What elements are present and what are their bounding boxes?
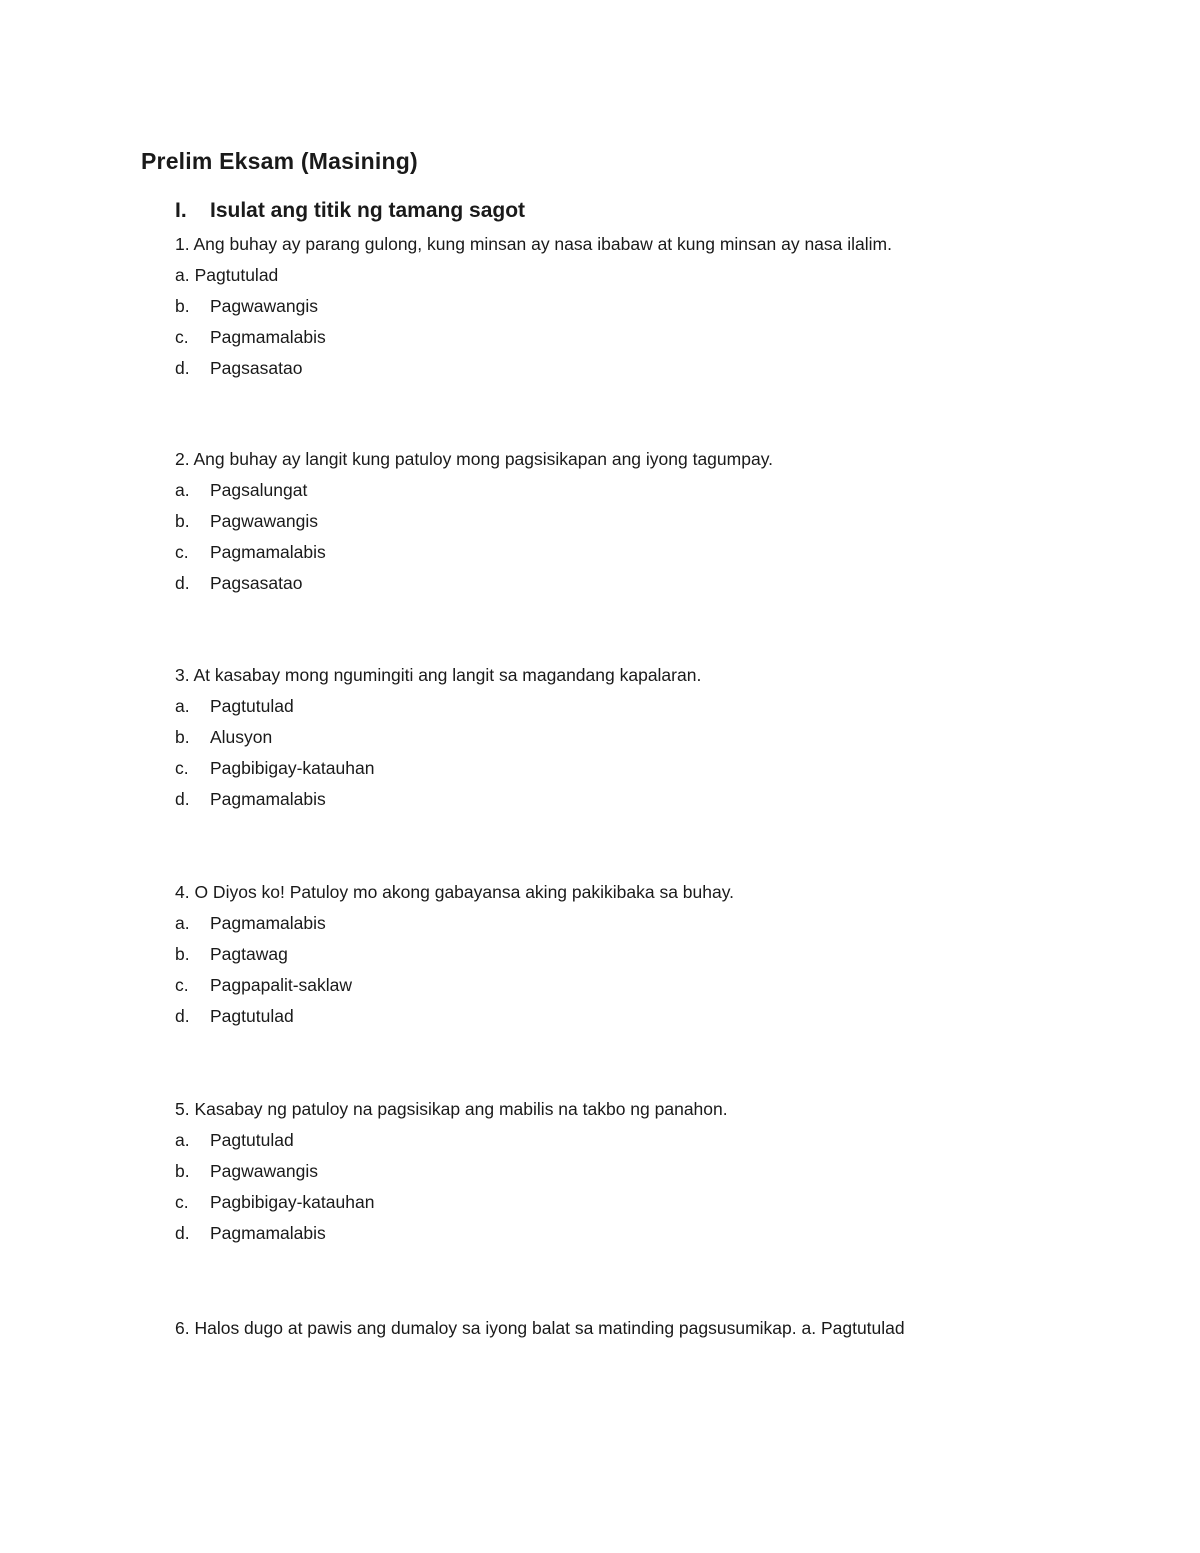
- option-text: Pagsasatao: [210, 573, 303, 593]
- option-text: Pagpapalit-saklaw: [210, 975, 353, 995]
- option-text: Pagwawangis: [210, 511, 318, 531]
- option-text: Pagtutulad: [194, 265, 279, 285]
- option-c: [175, 322, 1075, 353]
- option-text: Pagmamalabis: [210, 1223, 326, 1243]
- option-b: [175, 291, 1075, 322]
- option-letter: b.: [175, 727, 190, 747]
- question-3: [175, 660, 1075, 815]
- question-2: [175, 444, 1075, 599]
- question-stem: 4. O Diyos ko! Patuloy mo akong gabayansa aking pakikibaka sa buhay.: [175, 882, 735, 902]
- section-heading: [175, 199, 525, 223]
- option-letter: d.: [175, 789, 190, 809]
- option-text: Pagmamalabis: [210, 542, 326, 562]
- question-stem: 6. Halos dugo at pawis ang dumaloy sa iyong balat sa matinding pagsusumikap. a. Pagtutulad: [175, 1318, 905, 1338]
- option-text: Pagmamalabis: [210, 913, 326, 933]
- option-letter: c.: [175, 542, 189, 562]
- question-6: [175, 1314, 915, 1342]
- option-letter: d.: [175, 1223, 190, 1243]
- option-text: Pagtawag: [210, 944, 288, 964]
- section-heading-text: Isulat ang titik ng tamang sagot: [210, 199, 526, 222]
- option-b: [175, 506, 1075, 537]
- option-text: Pagmamalabis: [210, 789, 326, 809]
- question-stem: 1. Ang buhay ay parang gulong, kung minsan ay nasa ibabaw at kung minsan ay nasa ilalim.: [175, 234, 892, 254]
- question-4: [175, 877, 1075, 1032]
- option-text: Pagsalungat: [210, 480, 308, 500]
- option-b: [175, 939, 1075, 970]
- option-text: Pagtutulad: [210, 1006, 294, 1026]
- option-letter: b.: [175, 1161, 190, 1181]
- question-stem: 2. Ang buhay ay langit kung patuloy mong pagsisikapan ang iyong tagumpay.: [175, 449, 774, 469]
- option-letter: c.: [175, 327, 189, 347]
- question-5: [175, 1094, 1075, 1249]
- question-stem: 5. Kasabay ng patuloy na pagsisikap ang mabilis na takbo ng panahon.: [175, 1099, 728, 1119]
- option-text: Alusyon: [210, 727, 273, 747]
- option-letter: c.: [175, 1192, 189, 1212]
- option-letter: c.: [175, 975, 189, 995]
- page-title: Prelim Eksam (Masining): [141, 148, 418, 174]
- option-text: Pagwawangis: [210, 1161, 318, 1181]
- option-c: [175, 753, 1075, 784]
- option-b: [175, 1156, 1075, 1187]
- section-number: I.: [175, 199, 187, 222]
- option-a: [175, 908, 1075, 939]
- question-stem: 3. At kasabay mong ngumingiti ang langit sa magandang kapalaran.: [175, 665, 702, 685]
- option-b: [175, 722, 1075, 753]
- option-letter: b.: [175, 296, 190, 316]
- option-letter: d.: [175, 1006, 190, 1026]
- option-letter: b.: [175, 511, 190, 531]
- option-c: [175, 970, 1075, 1001]
- option-text: Pagtutulad: [210, 696, 294, 716]
- option-a: [175, 691, 1075, 722]
- option-text: Pagwawangis: [210, 296, 318, 316]
- option-letter: b.: [175, 944, 190, 964]
- option-text: Pagmamalabis: [210, 327, 326, 347]
- option-c: [175, 1187, 1075, 1218]
- option-d: [175, 784, 1075, 815]
- option-letter: d.: [175, 358, 190, 378]
- option-text: Pagsasatao: [210, 358, 303, 378]
- option-letter: a.: [175, 1130, 190, 1150]
- option-letter: a.: [175, 480, 190, 500]
- option-letter: a.: [175, 265, 190, 285]
- option-letter: a.: [175, 913, 190, 933]
- option-letter: d.: [175, 573, 190, 593]
- option-a: [175, 260, 1075, 291]
- option-d: [175, 1218, 1075, 1249]
- option-text: Pagbibigay-katauhan: [210, 1192, 375, 1212]
- option-letter: c.: [175, 758, 189, 778]
- option-c: [175, 537, 1075, 568]
- option-a: [175, 1125, 1075, 1156]
- option-d: [175, 353, 1075, 384]
- option-a: [175, 475, 1075, 506]
- option-text: Pagtutulad: [210, 1130, 294, 1150]
- option-letter: a.: [175, 696, 190, 716]
- question-1: [175, 229, 1075, 384]
- option-d: [175, 568, 1075, 599]
- option-text: Pagbibigay-katauhan: [210, 758, 375, 778]
- option-d: [175, 1001, 1075, 1032]
